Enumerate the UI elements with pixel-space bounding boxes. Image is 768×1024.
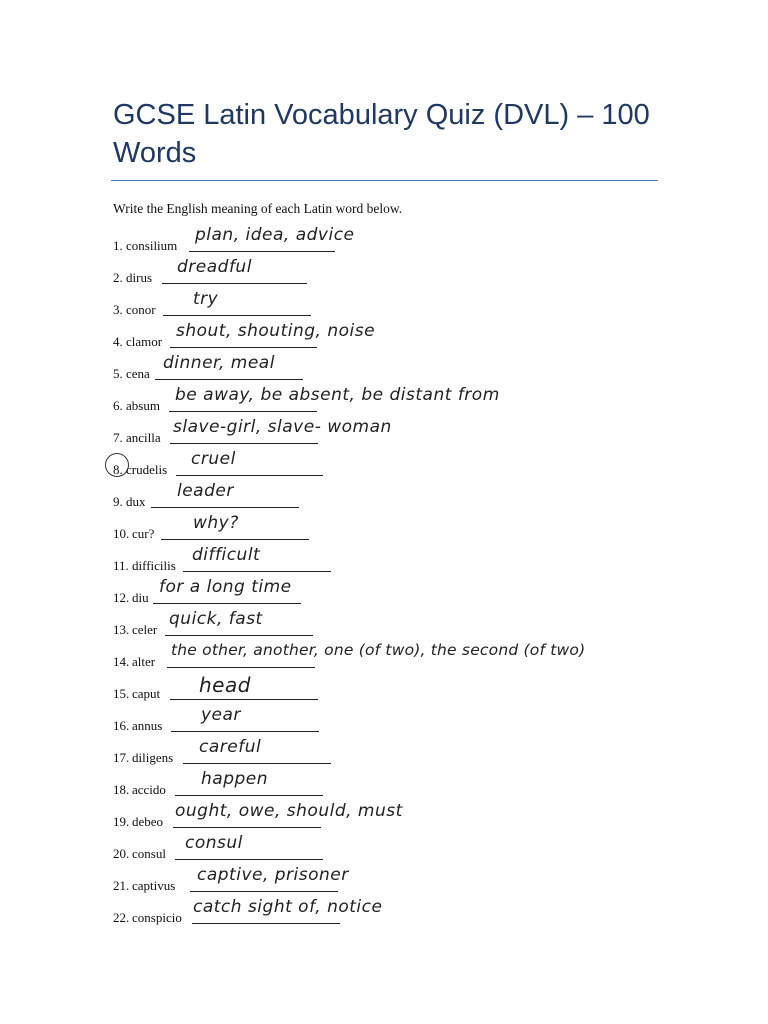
item-number: 20. [113,846,130,861]
item-number: 4. [113,334,123,349]
latin-word: accido [132,782,166,797]
list-item [113,257,763,289]
item-number: 15. [113,686,130,701]
answer-blank[interactable] [175,795,323,796]
latin-word: annus [132,718,163,733]
latin-word: cur? [132,526,155,541]
item-number: 3. [113,302,123,317]
answer-blank[interactable] [167,667,315,668]
handwritten-answer: quick, fast [169,609,263,629]
latin-word: caput [132,686,161,701]
list-item [113,321,763,353]
handwritten-answer: captive, prisoner [197,865,349,885]
item-number: 17. [113,750,130,765]
answer-blank[interactable] [155,379,303,380]
item-number: 22. [113,910,130,925]
title-divider [111,180,658,181]
item-number: 7. [113,430,123,445]
item-number: 12. [113,590,130,605]
handwritten-answer: dreadful [177,257,252,277]
answer-blank[interactable] [190,891,338,892]
list-item [113,481,763,513]
list-item [113,577,763,609]
list-item [113,449,763,481]
list-item [113,865,763,897]
handwritten-answer: difficult [192,545,261,565]
latin-word: difficilis [132,558,176,573]
answer-blank[interactable] [163,315,311,316]
answer-blank[interactable] [183,571,331,572]
list-item [113,609,763,641]
item-number: 13. [113,622,130,637]
list-item [113,737,763,769]
item-number: 10. [113,526,130,541]
answer-blank[interactable] [170,443,318,444]
list-item [113,897,763,929]
handwritten-answer: careful [199,737,262,757]
handwritten-answer: be away, be absent, be distant from [175,385,500,405]
list-item [113,801,763,833]
latin-word: alter [132,654,156,669]
handwritten-answer: cruel [191,449,236,469]
handwritten-answer: happen [201,769,269,789]
item-number: 14. [113,654,130,669]
answer-blank[interactable] [161,539,309,540]
answer-blank[interactable] [176,475,323,476]
latin-word: crudelis [126,462,168,477]
answer-blank[interactable] [151,507,299,508]
latin-word: consilium [126,238,178,253]
answer-blank[interactable] [183,763,331,764]
latin-word: clamor [126,334,163,349]
handwritten-answer: consul [185,833,243,853]
handwritten-answer: year [201,705,241,725]
latin-word: dirus [126,270,152,285]
latin-word: consul [132,846,166,861]
list-item [113,545,763,577]
answer-blank[interactable] [171,731,319,732]
latin-word: dux [126,494,146,509]
item-number: 16. [113,718,130,733]
list-item [113,833,763,865]
list-item [113,225,763,257]
answer-blank[interactable] [175,859,323,860]
answer-blank[interactable] [192,923,340,924]
list-item [113,769,763,801]
handwritten-answer: ought, owe, should, must [175,801,403,821]
answer-blank[interactable] [169,411,317,412]
answer-blank[interactable] [153,603,301,604]
item-number: 5. [113,366,123,381]
item-number: 18. [113,782,130,797]
handwritten-answer: plan, idea, advice [195,225,355,245]
list-item [113,641,763,673]
list-item [113,513,763,545]
answer-blank[interactable] [165,635,313,636]
item-number: 21. [113,878,130,893]
page-title: GCSE Latin Vocabulary Quiz (DVL) – 100 Words [113,99,650,169]
instructions: Write the English meaning of each Latin word below. [113,201,403,216]
handwritten-answer: slave-girl, slave- woman [173,417,392,437]
item-number: 8. [113,462,123,477]
list-item [113,705,763,737]
handwritten-answer: for a long time [159,577,292,597]
item-number: 9. [113,494,123,509]
answer-blank[interactable] [162,283,307,284]
answer-blank[interactable] [173,827,321,828]
answer-blank[interactable] [189,251,335,252]
list-item [113,353,763,385]
answer-blank[interactable] [170,699,318,700]
list-item [113,673,763,705]
latin-word: absum [126,398,160,413]
list-item [113,289,763,321]
item-number: 1. [113,238,123,253]
list-item [113,385,763,417]
handwritten-answer: dinner, meal [163,353,275,373]
handwritten-answer: catch sight of, notice [193,897,383,917]
item-number: 6. [113,398,123,413]
answer-blank[interactable] [170,347,317,348]
latin-word: diu [132,590,149,605]
latin-word: captivus [132,878,176,893]
latin-word: celer [132,622,158,637]
latin-word: cena [126,366,150,381]
handwritten-answer: leader [177,481,234,501]
handwritten-answer: the other, another, one (of two), the second (of two) [171,641,586,659]
item-number: 11. [113,558,129,573]
handwritten-answer: why? [193,513,239,533]
handwritten-answer: try [193,289,219,309]
handwritten-answer: head [199,673,251,697]
list-item [113,417,763,449]
latin-word: conspicio [132,910,182,925]
handwritten-answer: shout, shouting, noise [176,321,376,341]
item-number: 19. [113,814,130,829]
latin-word: ancilla [126,430,161,445]
latin-word: debeo [132,814,164,829]
item-number: 2. [113,270,123,285]
latin-word: conor [126,302,156,317]
latin-word: diligens [132,750,174,765]
